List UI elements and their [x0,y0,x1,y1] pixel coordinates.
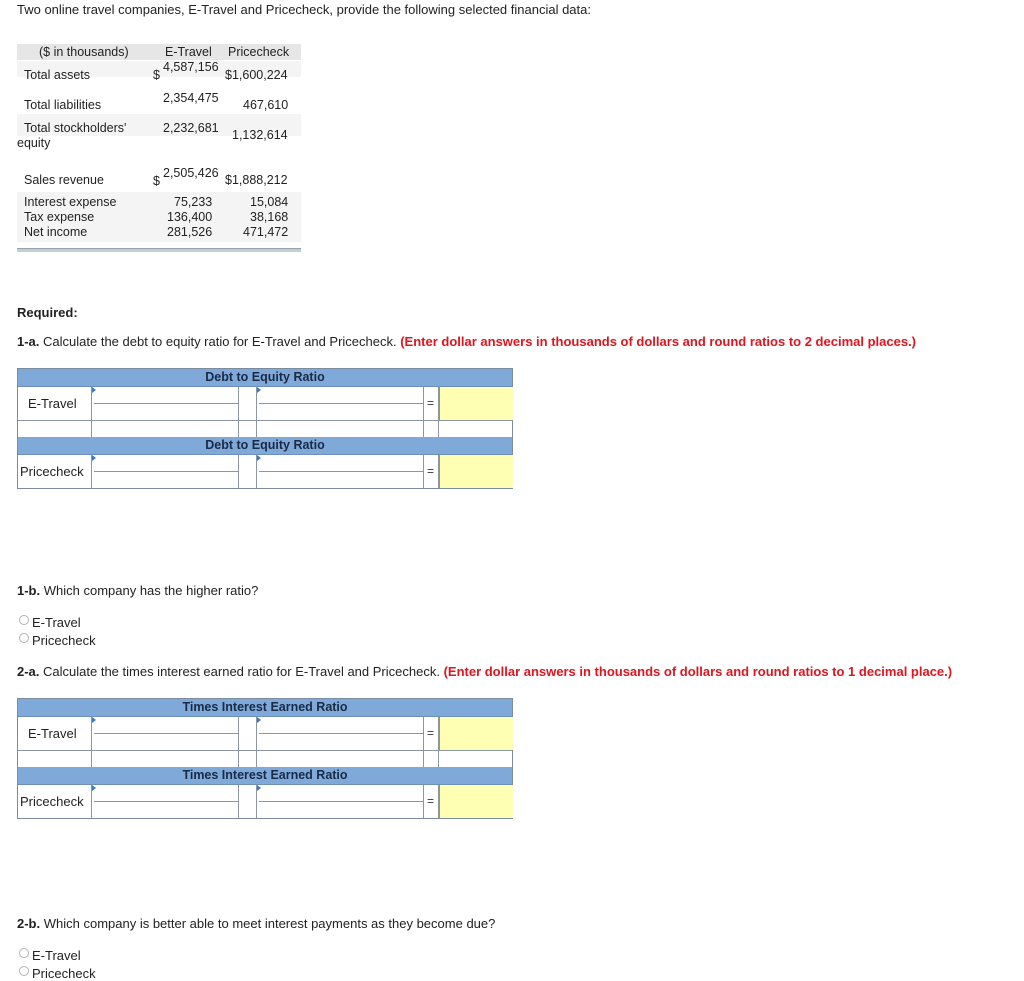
row-label-interest-expense: Interest expense [24,195,117,209]
equals-sign: = [427,726,435,740]
equals-sign: = [427,464,435,478]
row-label-pricecheck: Pricecheck [20,464,84,479]
col-label: ($ in thousands) [39,45,129,59]
question-1a-number: 1-a. [17,334,40,349]
row-label-total-liabilities: Total liabilities [24,98,102,112]
e-travel-numerator-input[interactable] [94,403,238,404]
question-1a [17,334,916,349]
grid-title: Times Interest Earned Ratio [18,699,512,717]
intro-text: Two online travel companies, E-Travel and Pricecheck, provide the following selected financial data: [17,2,591,17]
row-label-stockholders-equity: Total stockholders' [24,121,127,135]
row-label-e-travel: E-Travel [28,396,77,411]
option-1b-pricecheck: Pricecheck [32,633,96,648]
question-2a [17,664,952,679]
question-2b [17,916,495,931]
question-1a-note: (Enter dollar answers in thousands of dollars and round ratios to 2 decimal places.) [400,334,916,349]
question-2b-number: 2-b. [17,916,41,931]
grid-title-2: Debt to Equity Ratio [18,437,512,455]
dollar-sign: $ [153,174,160,188]
question-2a-number: 2-a. [17,664,40,679]
pricecheck-total-assets: $1,600,224 [225,68,288,82]
e-travel-interest-expense: 75,233 [174,195,213,209]
e-travel-ratio-answer[interactable] [439,387,513,420]
question-2b-text: Which company is better able to meet interest payments as they become due? [40,916,496,931]
radio-2b-pricecheck[interactable] [19,966,29,976]
e-travel-net-income: 281,526 [167,225,213,239]
radio-2b-e-travel[interactable] [19,948,29,958]
times-interest-earned-grid [17,698,513,819]
pricecheck-total-liabilities: 467,610 [243,98,289,112]
question-1b-text: Which company has the higher ratio? [40,583,259,598]
e-travel-total-liabilities: 2,354,475 [163,91,219,105]
dollar-sign: $ [153,68,160,82]
pricecheck-numerator-input[interactable] [94,801,238,802]
grid-title-2: Times Interest Earned Ratio [18,767,512,785]
debt-to-equity-grid [17,368,513,489]
question-1a-text: Calculate the debt to equity ratio for E-Travel and Pricecheck. [39,334,401,349]
table-bottom-rule [17,248,301,252]
financial-data-table [17,44,301,252]
pricecheck-ratio-answer[interactable] [439,455,513,488]
radio-1b-pricecheck[interactable] [19,633,29,643]
row-label-sales-revenue: Sales revenue [24,173,104,187]
pricecheck-sales-revenue: $1,888,212 [225,173,288,187]
pricecheck-net-income: 471,472 [243,225,289,239]
col-e-travel: E-Travel [165,45,212,59]
row-label-equity: equity [17,136,51,150]
question-1b [17,583,258,598]
row-label-net-income: Net income [24,225,88,239]
grid-title: Debt to Equity Ratio [18,369,512,387]
question-2a-note: (Enter dollar answers in thousands of dollars and round ratios to 1 decimal place.) [443,664,953,679]
row-label-total-assets: Total assets [24,68,91,82]
e-travel-ratio-answer[interactable] [439,717,513,750]
e-travel-numerator-input[interactable] [94,733,238,734]
pricecheck-numerator-input[interactable] [94,471,238,472]
required-heading: Required: [17,305,78,320]
pricecheck-denominator-input[interactable] [259,801,423,802]
radio-1b-e-travel[interactable] [19,615,29,625]
e-travel-sales-revenue: 2,505,426 [163,166,219,180]
equals-sign: = [427,794,435,808]
option-2b-e-travel: E-Travel [32,948,81,963]
e-travel-denominator-input[interactable] [259,403,423,404]
pricecheck-denominator-input[interactable] [259,471,423,472]
e-travel-stockholders-equity: 2,232,681 [163,121,219,135]
option-1b-e-travel: E-Travel [32,615,81,630]
question-1b-number: 1-b. [17,583,41,598]
row-label-e-travel: E-Travel [28,726,77,741]
row-label-pricecheck: Pricecheck [20,794,84,809]
e-travel-tax-expense: 136,400 [167,210,213,224]
pricecheck-tax-expense: 38,168 [250,210,289,224]
question-2a-text: Calculate the times interest earned ratio for E-Travel and Pricecheck. [39,664,444,679]
pricecheck-ratio-answer[interactable] [439,785,513,818]
pricecheck-stockholders-equity: 1,132,614 [232,128,288,142]
e-travel-denominator-input[interactable] [259,733,423,734]
row-label-tax-expense: Tax expense [24,210,95,224]
e-travel-total-assets: 4,587,156 [163,60,219,74]
equals-sign: = [427,396,435,410]
pricecheck-interest-expense: 15,084 [250,195,289,209]
col-pricecheck: Pricecheck [228,45,290,59]
option-2b-pricecheck: Pricecheck [32,966,96,981]
